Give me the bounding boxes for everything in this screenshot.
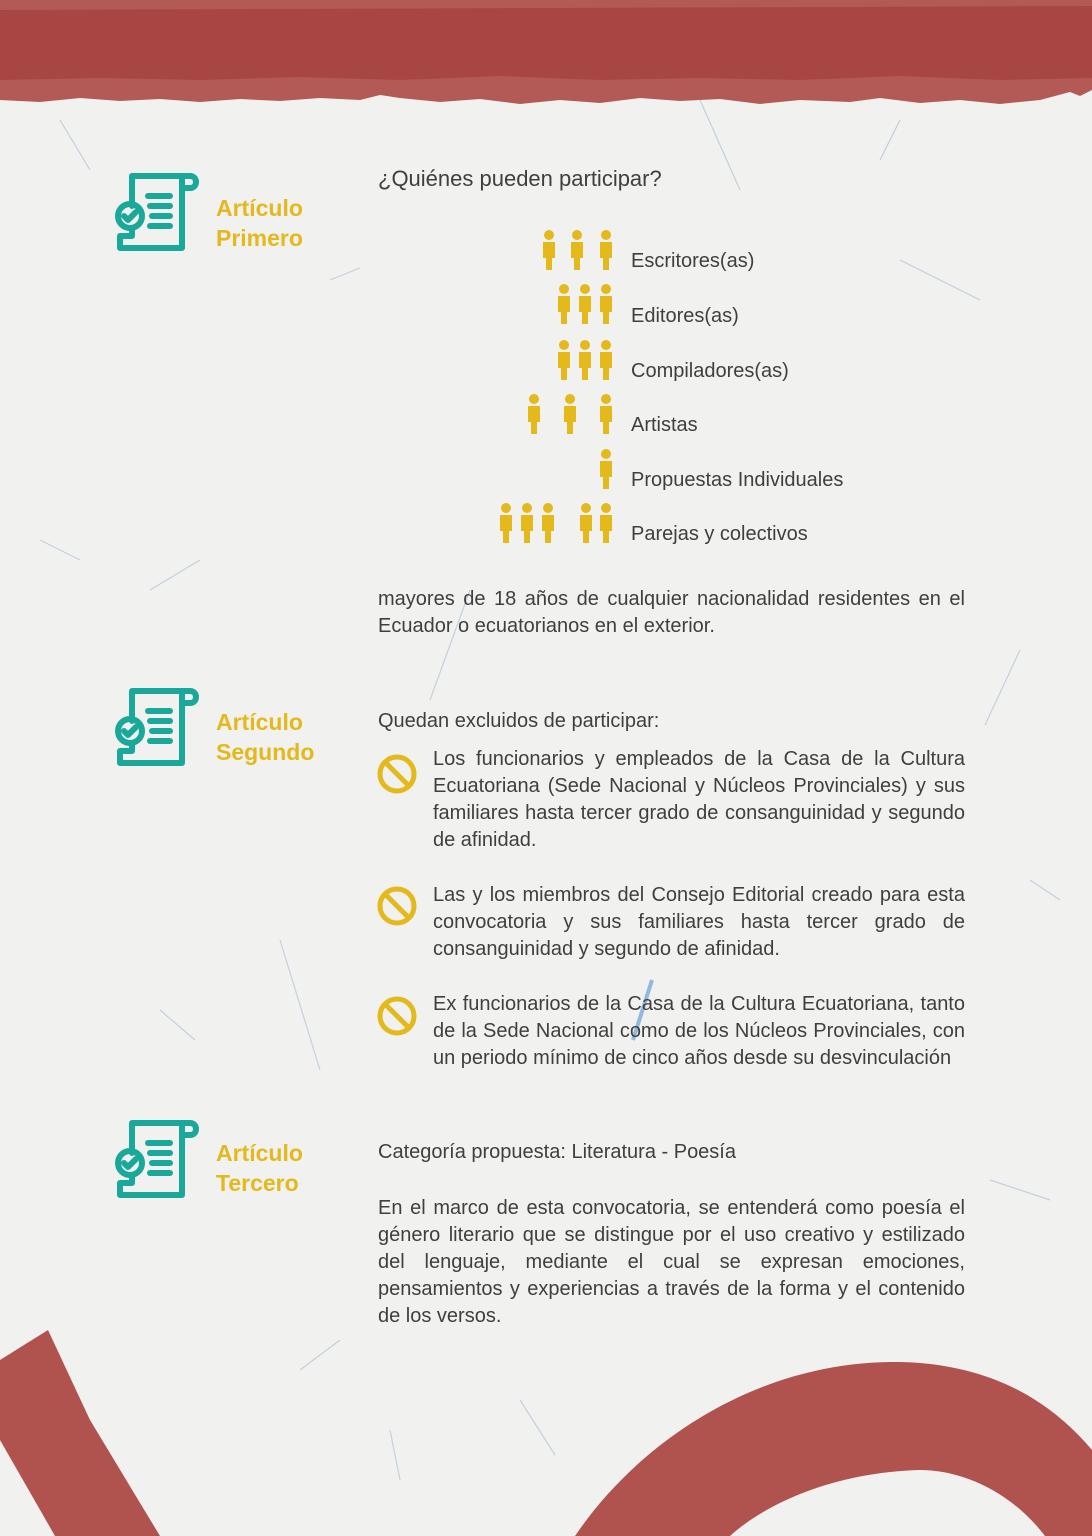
document-check-icon bbox=[112, 683, 204, 775]
participant-label: Compiladores(as) bbox=[631, 360, 789, 382]
participant-label: Editores(as) bbox=[631, 305, 739, 327]
person-icon bbox=[578, 284, 592, 324]
person-icon bbox=[599, 449, 613, 489]
person-icon bbox=[599, 503, 613, 543]
article-title bbox=[216, 707, 314, 767]
exclusion-text: Las y los miembros del Consejo Editorial creado para esta convocatoria y sus familiares hasta tercer grado de consanguinidad y segundo de afinidad. bbox=[433, 884, 965, 960]
person-icon bbox=[599, 340, 613, 380]
person-icon bbox=[557, 340, 571, 380]
article-number: Tercero bbox=[216, 1170, 299, 1196]
person-icon bbox=[599, 394, 613, 434]
person-icon bbox=[541, 503, 555, 543]
participant-label: Artistas bbox=[631, 414, 698, 436]
article-label: Artículo bbox=[216, 1140, 303, 1166]
person-icon bbox=[599, 230, 613, 270]
person-icon bbox=[599, 284, 613, 324]
exclusion-text: Los funcionarios y empleados de la Casa de la Cultura Ecuatoriana (Sede Nacional y Núcleos Provinciales) y sus familiares hasta tercer grado de consanguinidad y segundo de afinidad. bbox=[433, 748, 965, 851]
poetry-definition: En el marco de esta convocatoria, se entenderá como poesía el género literario que se distingue por el uso creativo y estilizado del lenguaje, mediante el cual se expresan emociones, pensamientos y experiencias a través de la forma y el contenido de los versos. bbox=[378, 1197, 965, 1327]
prohibited-icon bbox=[376, 885, 418, 927]
article-number: Primero bbox=[216, 225, 303, 251]
person-icon bbox=[520, 503, 534, 543]
person-icon bbox=[579, 503, 593, 543]
exclusions-heading: Quedan excluidos de participar: bbox=[378, 710, 660, 732]
person-icon bbox=[578, 340, 592, 380]
participant-label: Escritores(as) bbox=[631, 250, 755, 272]
category-line: Categoría propuesta: Literatura - Poesía bbox=[378, 1141, 736, 1163]
article-label: Artículo bbox=[216, 195, 303, 221]
person-icon bbox=[499, 503, 513, 543]
article-title bbox=[216, 1138, 303, 1198]
article-label: Artículo bbox=[216, 709, 303, 735]
prohibited-icon bbox=[376, 753, 418, 795]
document-check-icon bbox=[112, 1115, 204, 1207]
eligibility-note: mayores de 18 años de cualquier nacionalidad residentes en el Ecuador o ecuatorianos en el exterior. bbox=[378, 588, 965, 637]
participant-label: Propuestas Individuales bbox=[631, 469, 844, 491]
person-icon bbox=[557, 284, 571, 324]
person-icon bbox=[542, 230, 556, 270]
person-icon bbox=[527, 394, 541, 434]
document-check-icon bbox=[112, 168, 204, 260]
prohibited-icon bbox=[376, 995, 418, 1037]
person-icon bbox=[563, 394, 577, 434]
person-icon bbox=[570, 230, 584, 270]
participant-label: Parejas y colectivos bbox=[631, 523, 808, 545]
question-heading: ¿Quiénes pueden participar? bbox=[378, 166, 662, 191]
exclusion-text: Ex funcionarios de la Casa de la Cultura Ecuatoriana, tanto de la Sede Nacional como de los Núcleos Provinciales, con un periodo mínimo de cinco años desde su desvinculación bbox=[433, 993, 965, 1069]
article-number: Segundo bbox=[216, 739, 315, 765]
article-title bbox=[216, 193, 303, 253]
